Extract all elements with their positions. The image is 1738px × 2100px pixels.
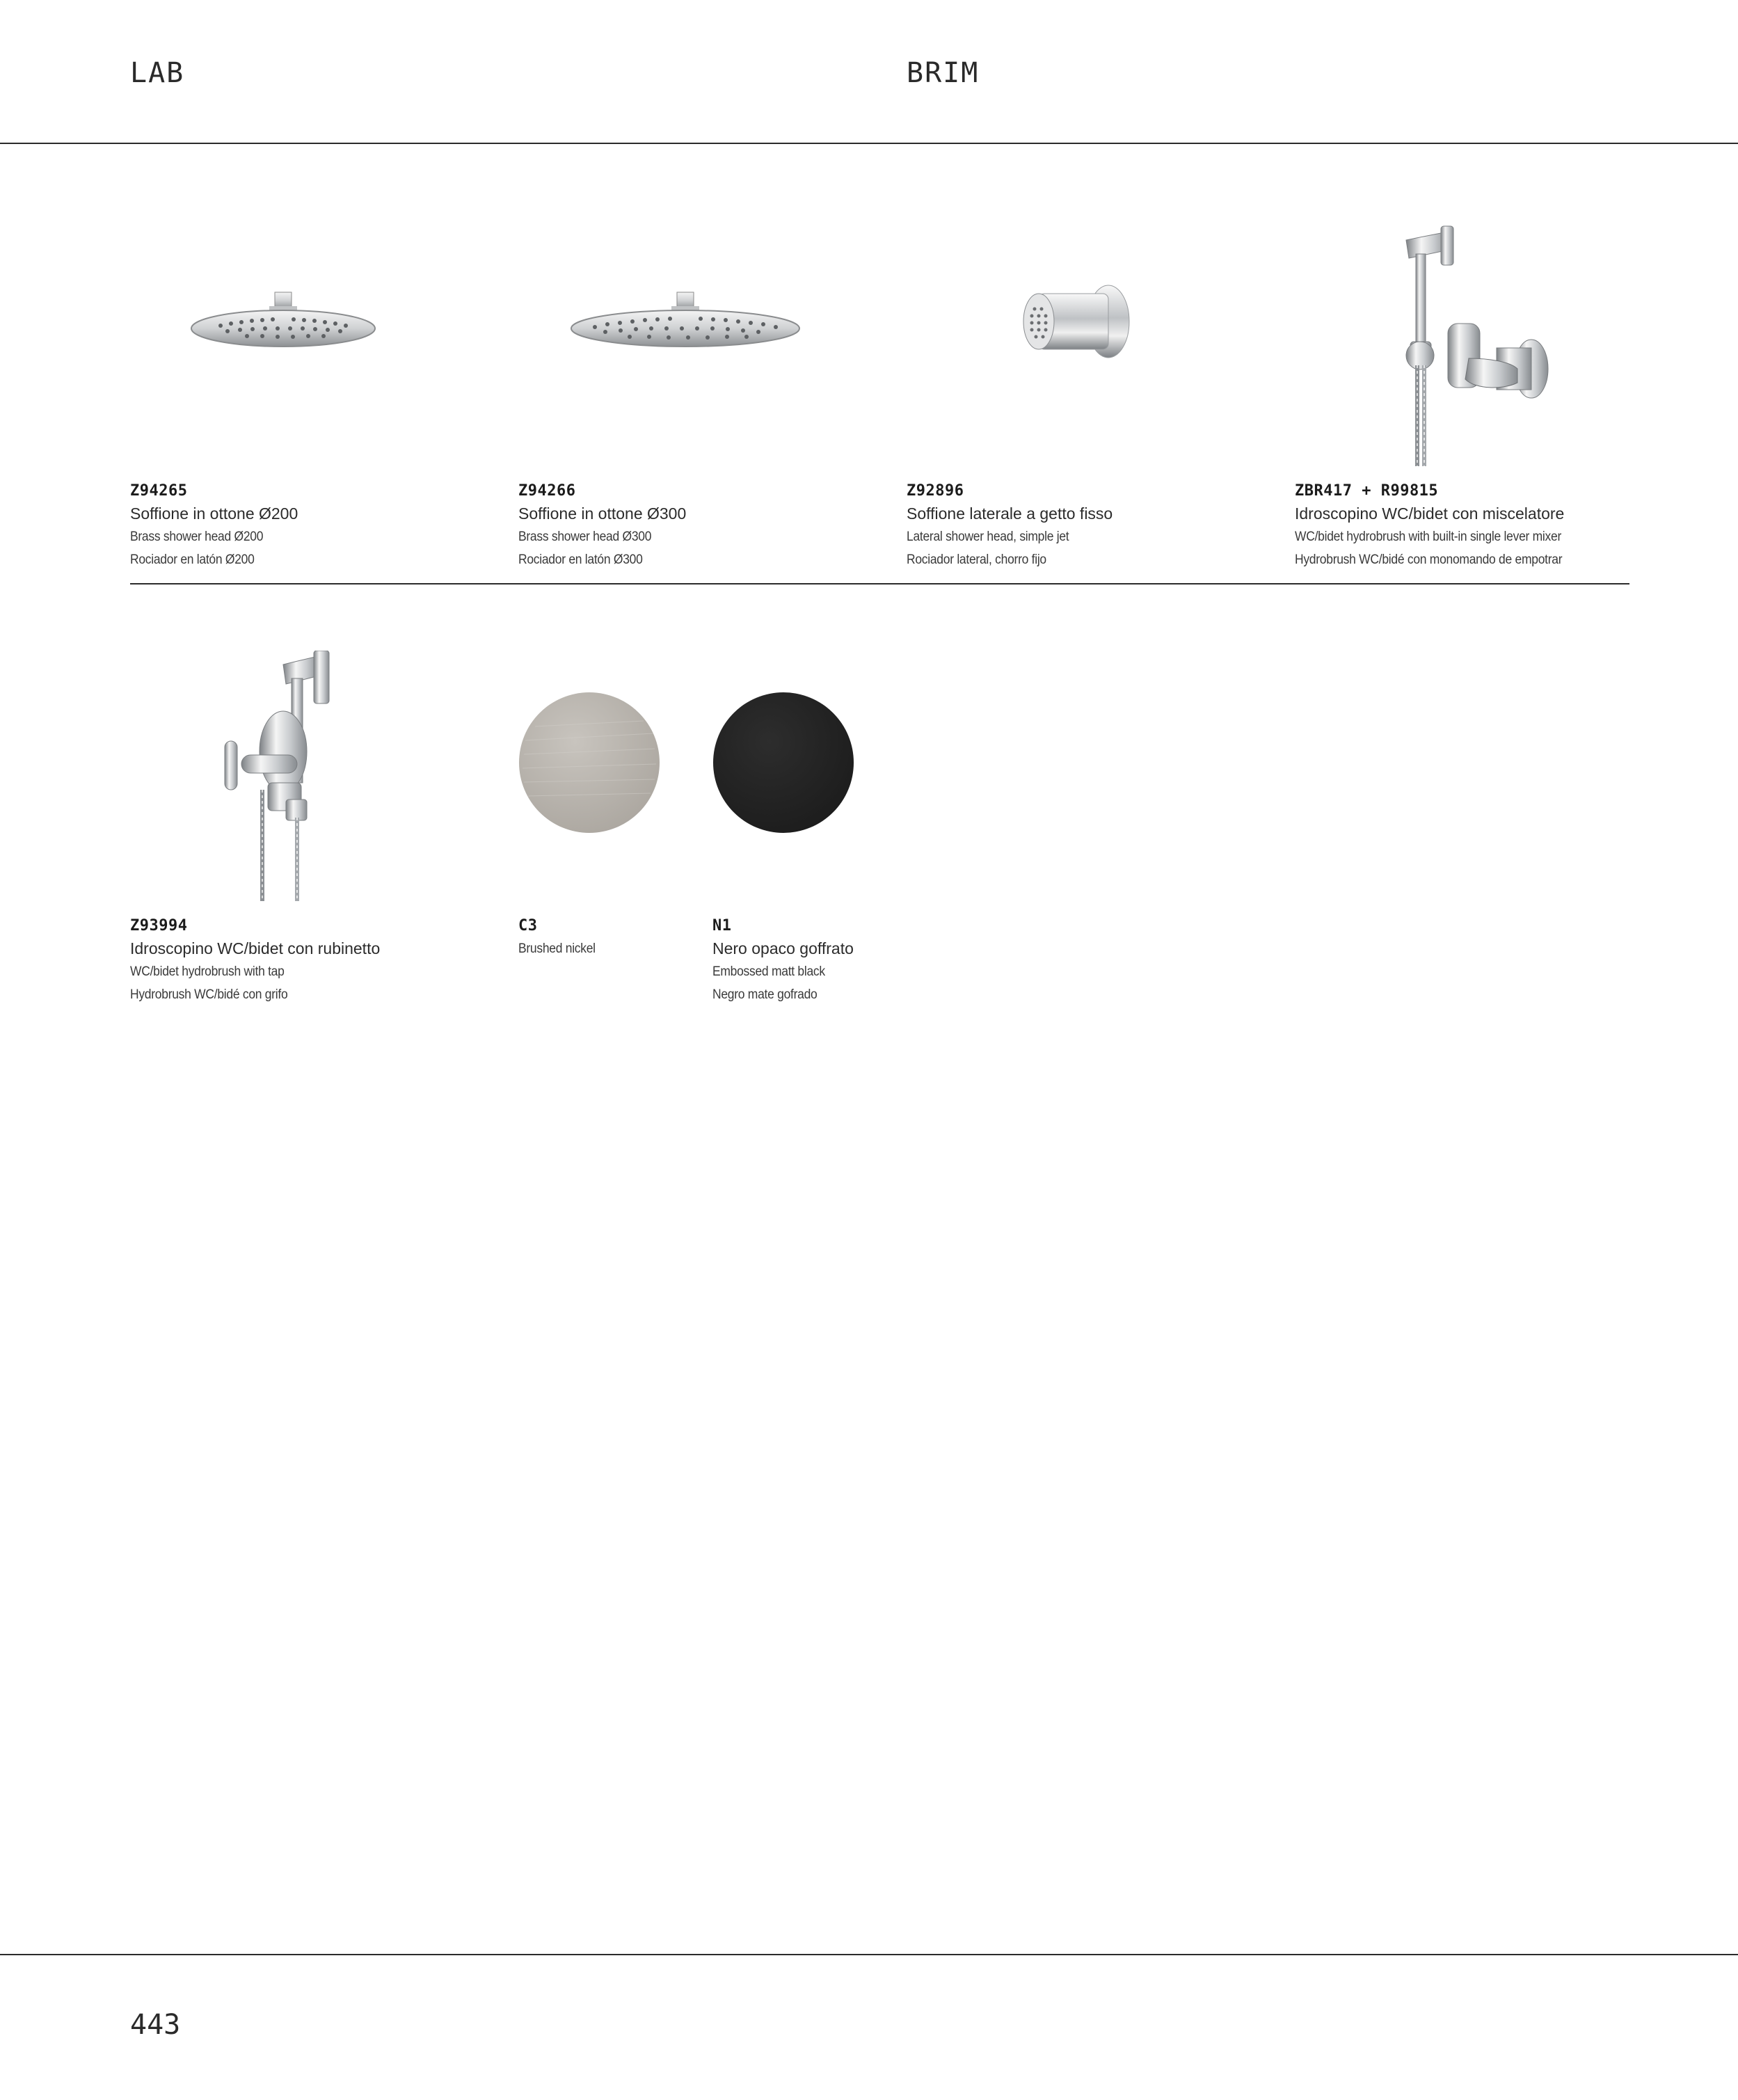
description-en: Brass shower head Ø300 xyxy=(518,530,652,544)
finish-card-n1 xyxy=(712,612,907,1016)
brushed-nickel-swatch-icon xyxy=(518,692,660,834)
page-number: 443 xyxy=(130,2009,181,2041)
description-it: Soffione in ottone Ø200 xyxy=(130,504,298,523)
description-es: Rociador lateral, chorro fijo xyxy=(907,552,1046,567)
hydrobrush-with-tap-icon xyxy=(214,651,353,901)
section-title-brim: BRIM xyxy=(907,57,980,89)
product-code: Z94266 xyxy=(518,482,576,500)
product-card-z93994 xyxy=(130,612,492,1016)
finish-name-en: Embossed matt black xyxy=(712,964,825,979)
description-it: Soffione in ottone Ø300 xyxy=(518,504,687,523)
product-code: Z93994 xyxy=(130,917,188,934)
product-code: ZBR417 + R99815 xyxy=(1295,482,1439,500)
top-divider xyxy=(0,143,1738,144)
description-en: Brass shower head Ø200 xyxy=(130,530,264,544)
product-card-z94265 xyxy=(130,174,492,578)
description-it: Soffione laterale a getto fisso xyxy=(907,504,1113,523)
description-es: Rociador en latón Ø200 xyxy=(130,552,255,567)
product-code: Z94265 xyxy=(130,482,188,500)
description-it: Idroscopino WC/bidet con rubinetto xyxy=(130,939,381,957)
description-es: Hydrobrush WC/bidé con grifo xyxy=(130,987,288,1002)
round-shower-head-icon xyxy=(186,285,381,355)
hydrobrush-with-mixer-icon xyxy=(1392,219,1559,466)
matt-black-swatch-icon xyxy=(712,692,854,834)
product-card-z92896 xyxy=(907,174,1268,578)
finish-name-it: Nero opaco goffrato xyxy=(712,939,854,957)
description-en: WC/bidet hydrobrush with built-in single lever mixer xyxy=(1295,530,1561,544)
description-en: WC/bidet hydrobrush with tap xyxy=(130,964,285,979)
finish-name-es: Negro mate gofrado xyxy=(712,987,818,1002)
finish-name: Brushed nickel xyxy=(518,941,596,956)
product-code: Z92896 xyxy=(907,482,964,500)
product-card-z94266 xyxy=(518,174,880,578)
description-es: Rociador en latón Ø300 xyxy=(518,552,643,567)
round-shower-head-icon xyxy=(567,285,804,355)
finish-card-c3 xyxy=(518,612,699,1016)
finish-code: C3 xyxy=(518,917,538,934)
finish-code: N1 xyxy=(712,917,732,934)
section-title-lab: LAB xyxy=(130,57,185,89)
description-it: Idroscopino WC/bidet con miscelatore xyxy=(1295,504,1565,523)
lateral-shower-head-icon xyxy=(1011,278,1143,369)
bottom-divider xyxy=(0,1954,1738,1955)
row-divider xyxy=(130,583,1629,584)
description-en: Lateral shower head, simple jet xyxy=(907,530,1069,544)
product-card-zbr417-r99815 xyxy=(1295,174,1657,578)
description-es: Hydrobrush WC/bidé con monomando de empotrar xyxy=(1295,552,1563,567)
